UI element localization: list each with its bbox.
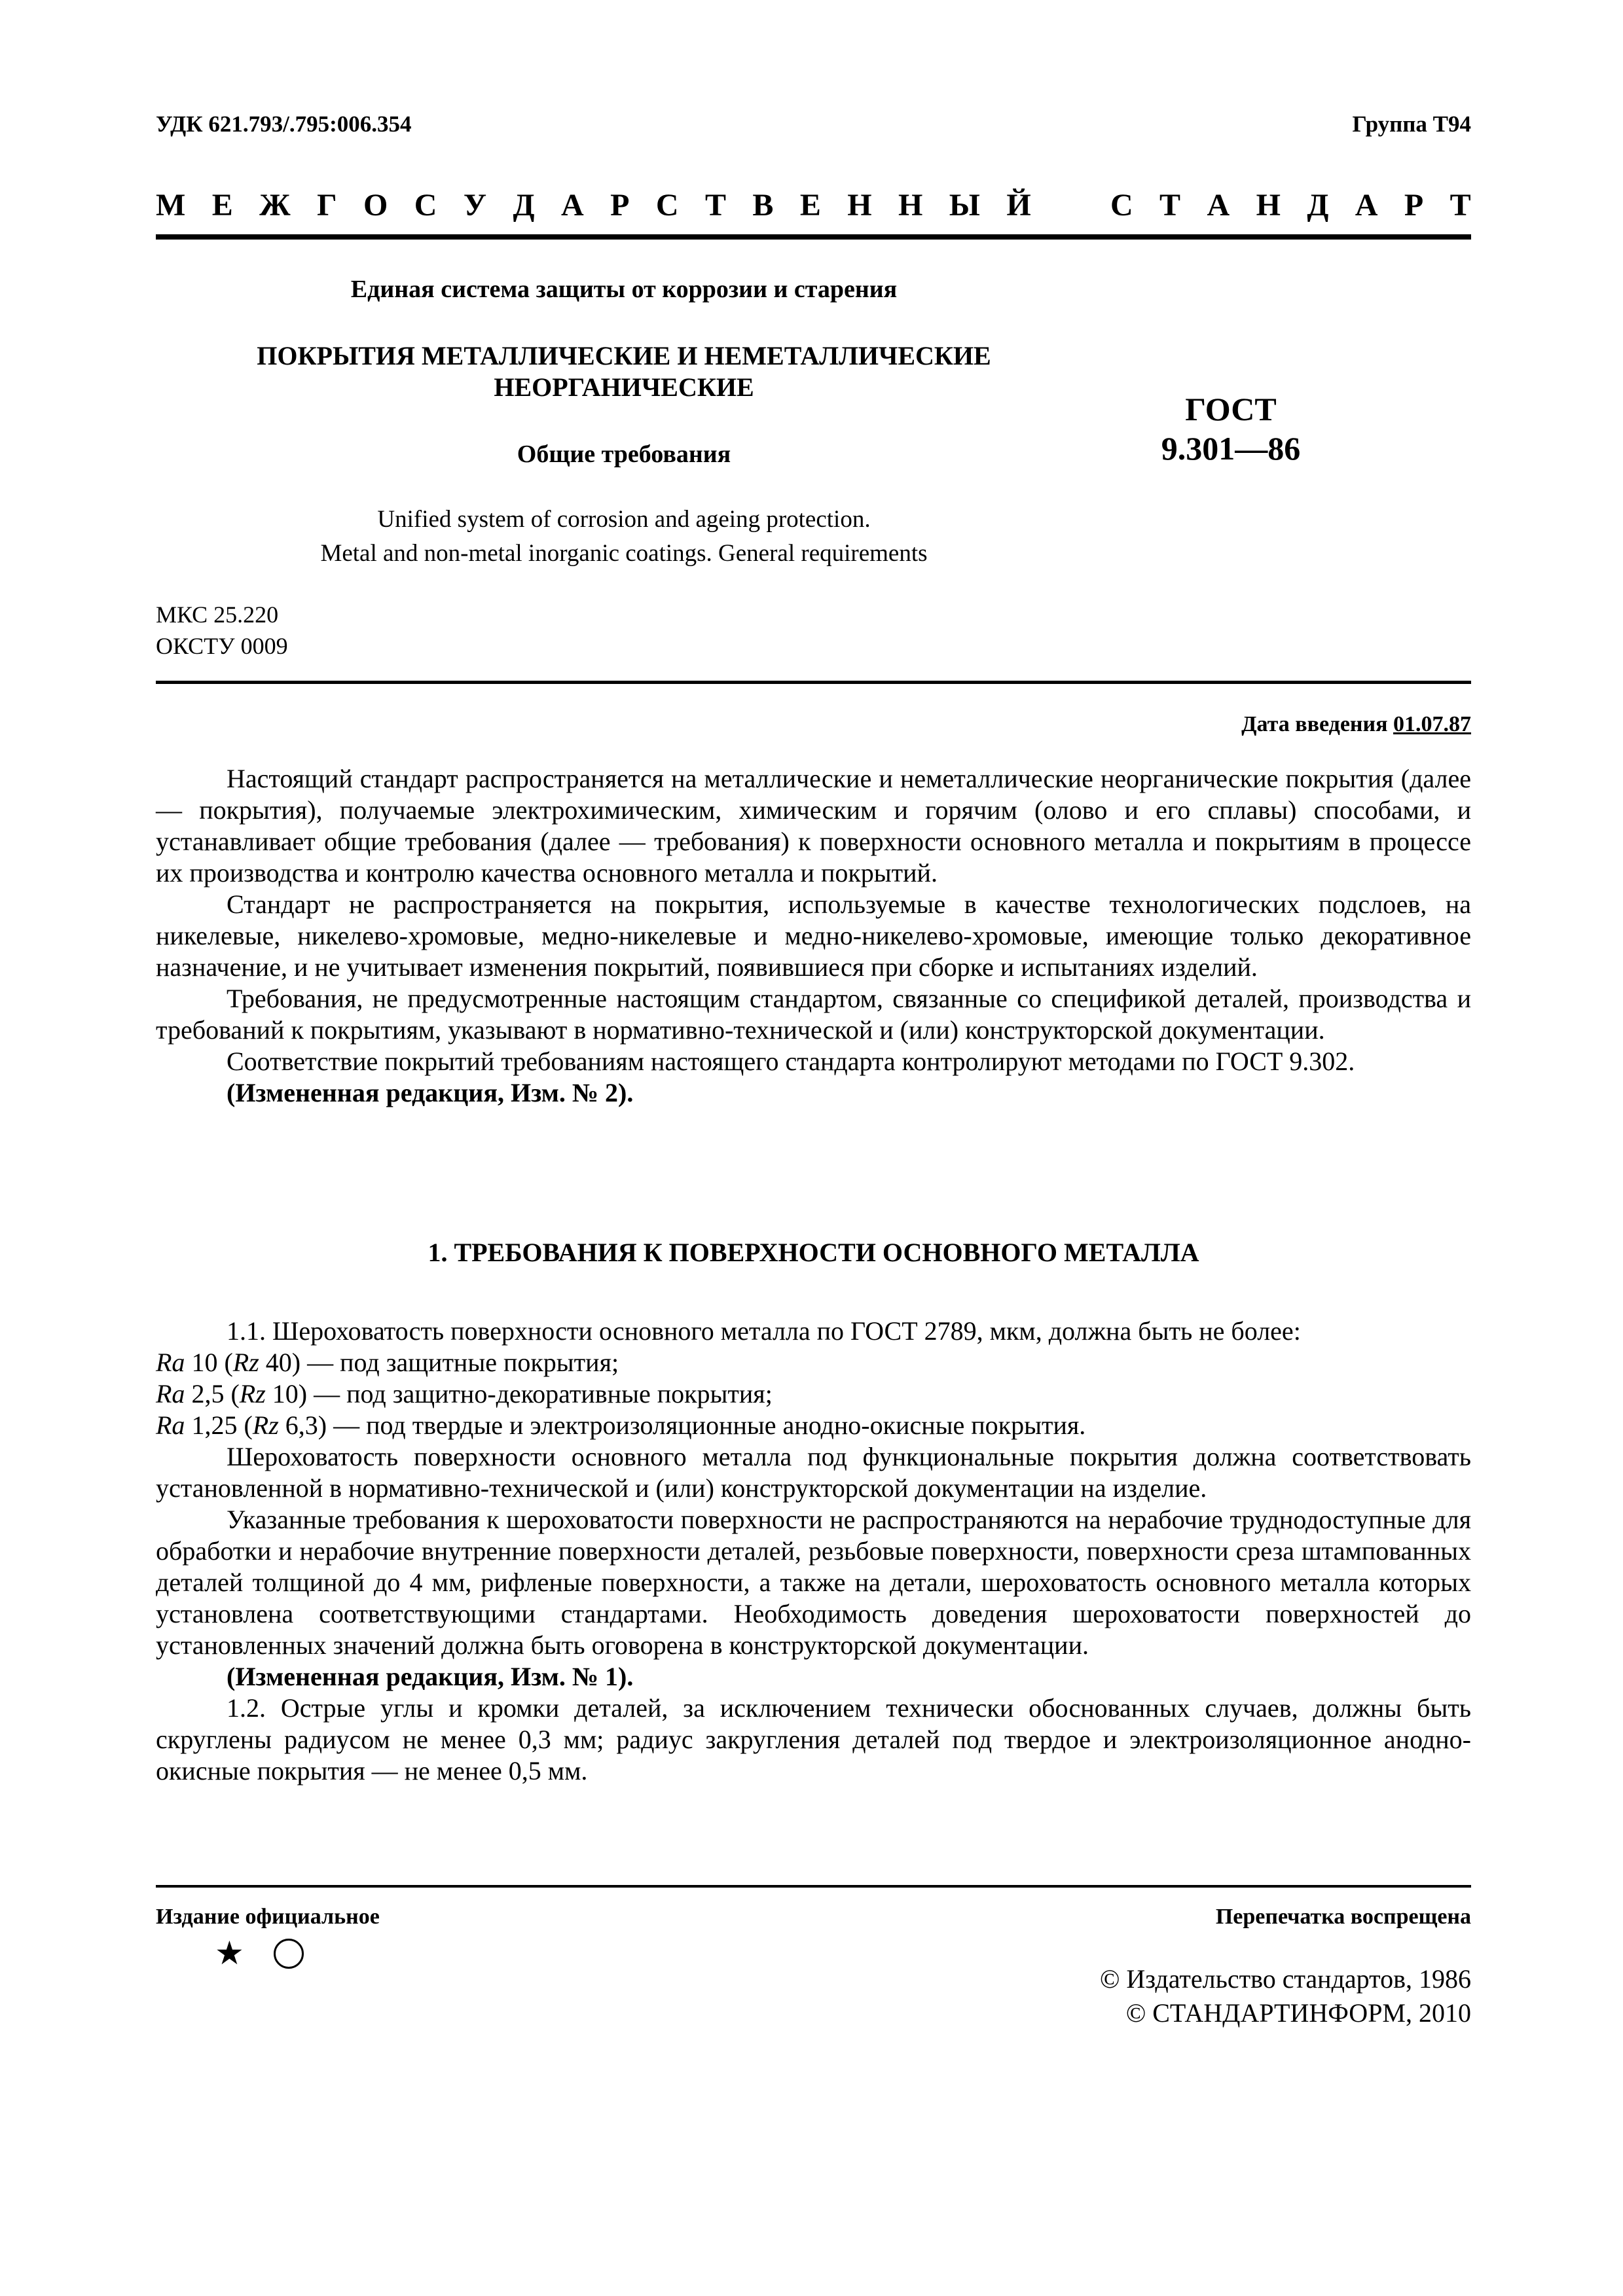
banner-letter: Е (799, 188, 821, 223)
banner-letter: Н (1256, 188, 1281, 223)
section-1-text (156, 1316, 1471, 1787)
banner-letter: А (1355, 188, 1378, 223)
banner-letter: Е (211, 188, 233, 223)
banner-letter: Й (1006, 188, 1031, 223)
clause-1-2: 1.2. Острые углы и кромки деталей, за исключением технически обоснованных случаев, должны быть скруглены радиусом не менее 0,3 мм; радиус закругления деталей под твердое и электроизоляционное анодно-окисные покрытия — не менее 0,5 мм. (156, 1693, 1471, 1785)
subtitle: Общие требования (517, 440, 731, 468)
banner-letter: Р (1404, 188, 1424, 223)
intro-date-label: Дата введения (1241, 712, 1388, 736)
banner-letter: У (463, 188, 487, 223)
exceptions-paragraph: Указанные требования к шероховатости поверхности не распространяются на нерабочие труднодоступные для обработки и нерабочие внутренние поверхности деталей, резьбовые поверхности, поверхности среза штампованных деталей толщиной до 4 мм, рифленые поверхности, а также на детали, шероховатость основного металла которых установлена соответствующими стандартами. Необходимость доведения шероховатости поверхностей до установленных значений должна быть оговорена в конструкторской документации. (156, 1505, 1471, 1660)
banner-letter: С (1110, 188, 1133, 223)
banner-letter: Т (1159, 188, 1181, 223)
english-title-line1: Unified system of corrosion and ageing protection. (377, 506, 871, 533)
banner-letter: О (363, 188, 388, 223)
gost-number: 9.301—86 (1161, 430, 1301, 467)
roughness-item-2: Ra 2,5 (Rz 10) — под защитно-декоративные покрытия; (156, 1379, 773, 1408)
intro-paragraph-2: Стандарт не распространяется на покрытия, используемые в качестве технологических подслоев, на никелевые, никелево-хромовые, медно-никелевые и медно-никелево-хромовые, имеющие только декоративное назначение, и не учитывает изменения покрытий, появившиеся при сборке и испытаниях изделий. (156, 889, 1471, 982)
gost-designation (1113, 389, 1349, 468)
classification-rule (156, 681, 1471, 684)
banner-letter: Т (1450, 188, 1471, 223)
banner-letter: Н (898, 188, 923, 223)
footer-rule (156, 1885, 1471, 1888)
official-edition-label: Издание официальное (156, 1905, 380, 1929)
banner-letter: Ж (259, 188, 291, 223)
intro-amendment: (Измененная редакция, Изм. № 2). (227, 1078, 634, 1107)
intro-text (156, 763, 1471, 1109)
udk-code: УДК 621.793/.795:006.354 (156, 111, 412, 137)
circle-icon (274, 1939, 304, 1969)
banner-letter: В (752, 188, 774, 223)
intro-paragraph-3: Требования, не предусмотренные настоящим стандартом, связанные со спецификой деталей, производства и требований к покрытиям, указывают в нормативно-технической и (или) конструкторской документации. (156, 984, 1471, 1045)
star-icon: ★ (215, 1935, 244, 1971)
reprint-prohibited-label: Перепечатка воспрещена (1215, 1905, 1471, 1929)
interstate-standard-banner (156, 187, 1471, 223)
header-rule (156, 234, 1471, 240)
mks-code: МКС 25.220 (156, 601, 279, 628)
main-title-line1: ПОКРЫТИЯ МЕТАЛЛИЧЕСКИЕ И НЕМЕТАЛЛИЧЕСКИЕ (257, 341, 991, 370)
banner-letter: М (156, 188, 186, 223)
banner-letter: А (1207, 188, 1230, 223)
banner-letter: Т (704, 188, 726, 223)
banner-letter: Д (513, 188, 535, 223)
banner-letter: А (561, 188, 584, 223)
okstu-code: ОКСТУ 0009 (156, 633, 288, 659)
group-code: Группа Т94 (1352, 111, 1471, 137)
section-1-heading: 1. ТРЕБОВАНИЯ К ПОВЕРХНОСТИ ОСНОВНОГО МЕТАЛЛА (428, 1238, 1199, 1267)
copyright-line-2: © СТАНДАРТИНФОРМ, 2010 (1125, 1998, 1471, 2028)
banner-letter: Г (317, 188, 337, 223)
gost-label: ГОСТ (1185, 391, 1277, 427)
copyright-line-1: © Издательство стандартов, 1986 (1099, 1964, 1471, 1994)
section-1-amendment: (Измененная редакция, Изм. № 1). (227, 1662, 634, 1691)
banner-letter: С (414, 188, 437, 223)
intro-paragraph-4: Соответствие покрытий требованиям настоящего стандарта контролируют методами по ГОСТ 9.302. (227, 1047, 1355, 1076)
intro-date (1241, 712, 1471, 737)
system-title: Единая система защиты от коррозии и старения (350, 276, 898, 303)
roughness-item-1: Ra 10 (Rz 40) — под защитные покрытия; (156, 1348, 619, 1377)
main-title (156, 340, 1092, 403)
main-title-line2: НЕОРГАНИЧЕСКИЕ (494, 372, 754, 402)
intro-date-value: 01.07.87 (1393, 712, 1471, 736)
banner-letter: Д (1307, 188, 1329, 223)
clause-1-1: 1.1. Шероховатость поверхности основного металла по ГОСТ 2789, мкм, должна быть не более: (227, 1316, 1301, 1346)
banner-letter: Н (847, 188, 872, 223)
banner-letter: С (655, 188, 679, 223)
banner-letter: Ы (949, 188, 980, 223)
functional-coatings-paragraph: Шероховатость поверхности основного металла под функциональные покрытия должна соответствовать установленной в нормативно-технической и (или) конструкторской документации на изделие. (156, 1442, 1471, 1503)
roughness-item-3: Ra 1,25 (Rz 6,3) — под твердые и электроизоляционные анодно-окисные покрытия. (156, 1410, 1086, 1440)
english-title-line2: Metal and non-metal inorganic coatings. General requirements (320, 540, 928, 567)
intro-paragraph-1: Настоящий стандарт распространяется на металлические и неметаллические неорганические покрытия (далее — покрытия), получаемые электрохимическим, химическим и горячим (олово и его сплавы) способами, и устанавливает общие требования (далее — требования) к поверхности основного металла и покрытиям в процессе их производства и контролю качества основного металла и покрытий. (156, 764, 1471, 888)
banner-letter: Р (610, 188, 630, 223)
